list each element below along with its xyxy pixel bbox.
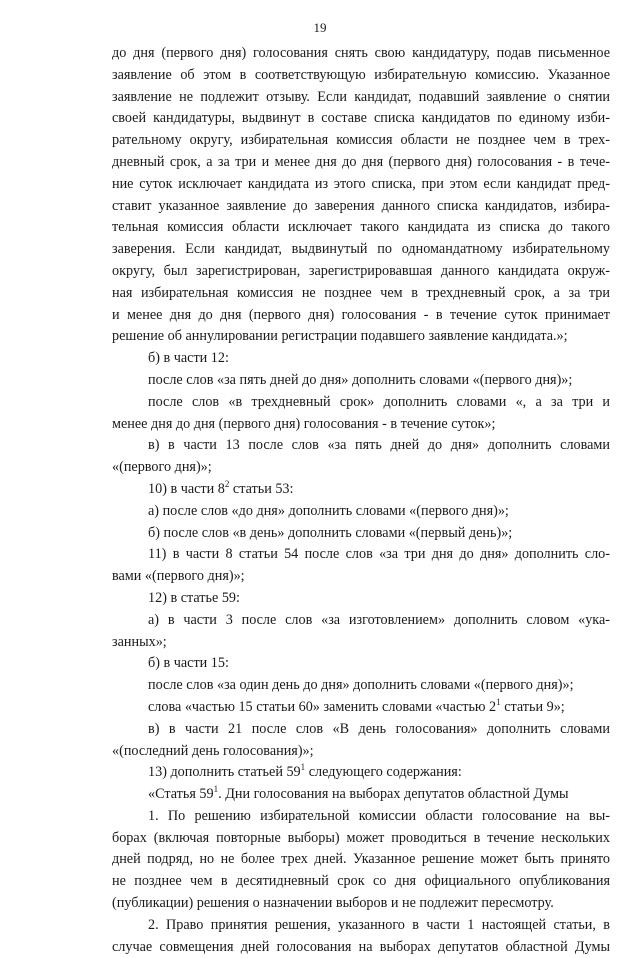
text-fragment: статьи 9»; (500, 698, 565, 715)
text-line: не позднее чем в десятидневный срок со дня официального опубликования (112, 873, 610, 890)
text-line: случае совмещения дней голосования на выборах депутатов областной Думы (112, 938, 610, 955)
superscript: 2 (224, 478, 230, 489)
text-fragment: . Дни голосования на выборах депутатов областной Думы (218, 786, 569, 803)
text-line: и менее дня до дня (первого дня) голосования - в течение суток принимает (112, 306, 610, 323)
text-line: занных»; (112, 633, 167, 650)
text-line: после слов «за пять дней до дня» дополнить словами «(первого дня)»; (148, 371, 573, 388)
text-line: в) в части 13 после слов «за пять дней до дня» дополнить словами (148, 437, 610, 454)
text-fragment: следующего содержания: (305, 764, 462, 781)
text-line: б) в части 12: (148, 350, 229, 367)
text-line: после слов «за один день до дня» дополнить словами «(первого дня)»; (148, 677, 574, 694)
text-line: 2. Право принятия решения, указанного в части 1 настоящей статьи, в (148, 916, 610, 933)
text-line (112, 697, 610, 719)
text-line: а) после слов «до дня» дополнить словами «(первого дня)»; (148, 502, 509, 519)
text-line: «(последний день голосования)»; (112, 742, 314, 759)
text-line: рательному округу, избирательная комиссия области не позднее чем в трех- (112, 132, 610, 149)
text-line: вами «(первого дня)»; (112, 568, 245, 585)
text-fragment: слова «частью 15 статьи 60» заменить словами «частью 2 (148, 698, 497, 715)
text-line (112, 784, 610, 806)
text-fragment: «Статья 59 (148, 786, 214, 803)
text-line: ние суток исключает кандидата из этого списка, при этом если кандидат пред- (112, 175, 610, 192)
page-number: 19 (313, 20, 327, 35)
text-line: борах (включая повторные выборы) может проводиться в течение нескольких (112, 829, 610, 846)
text-line: 1. По решению избирательной комиссии области голосование на вы- (148, 807, 610, 824)
text-line: заявление не подлежит отзыву. Если кандидат, подавший заявление о снятии (112, 88, 610, 105)
text-line: а) в части 3 после слов «за изготовлением» дополнить словом «ука- (148, 611, 610, 628)
text-line: б) после слов «в день» дополнить словами «(первый день)»; (148, 524, 513, 541)
text-line (112, 479, 610, 501)
text-line: в) в части 21 после слов «В день голосования» дополнить словами (148, 720, 610, 737)
superscript: 1 (213, 784, 219, 795)
text-line: «(первого дня)»; (112, 459, 212, 476)
text-fragment: 10) в части 8 (148, 480, 225, 497)
text-line: (публикации) решения о назначении выборов и не подлежит пересмотру. (112, 895, 554, 912)
superscript: 1 (300, 762, 306, 773)
text-line: дней подряд, но не более трех дней. Указанное решение может быть принято (112, 851, 610, 868)
text-line: менее дня до дня (первого дня) голосования - в течение суток»; (112, 415, 496, 432)
text-fragment: 13) дополнить статьей 59 (148, 764, 301, 781)
text-line: дневный срок, а за три и менее дня до дня (первого дня) голосования - в тече- (112, 153, 610, 170)
text-line: заверения. Если кандидат, выдвинутый по одномандатному избирательному (112, 241, 610, 258)
text-line: ная избирательная комиссия не позднее чем в трехдневный срок, а за три (112, 284, 610, 301)
text-line: 11) в части 8 статьи 54 после слов «за три дня до дня» дополнить сло- (148, 546, 610, 563)
text-line: заявление об этом в соответствующую избирательную комиссию. Указанное (112, 66, 610, 83)
text-line: 12) в статье 59: (148, 589, 240, 606)
text-line: своей кандидатуры, выдвинут в составе списка кандидатов по единому изби- (112, 110, 610, 127)
document-body (112, 43, 610, 958)
text-line: решение об аннулировании регистрации подавшего заявление кандидата.»; (112, 328, 568, 345)
text-line: тельная комиссия области исключает такого кандидата из списка до такого (112, 219, 610, 236)
text-line: б) в части 15: (148, 655, 229, 672)
text-line: округу, был зарегистрирован, зарегистрировавшая данного кандидата окруж- (112, 262, 610, 279)
text-line (112, 762, 610, 784)
text-line: после слов «в трехдневный срок» дополнить словами «, а за три и (148, 393, 610, 410)
superscript: 1 (496, 696, 501, 707)
text-fragment: статьи 53: (229, 480, 294, 497)
text-line: до дня (первого дня) голосования снять свою кандидатуру, подав письменное (112, 45, 610, 61)
text-line: ставит указанное заявление до заверения данного списка кандидатов, избира- (112, 197, 610, 214)
